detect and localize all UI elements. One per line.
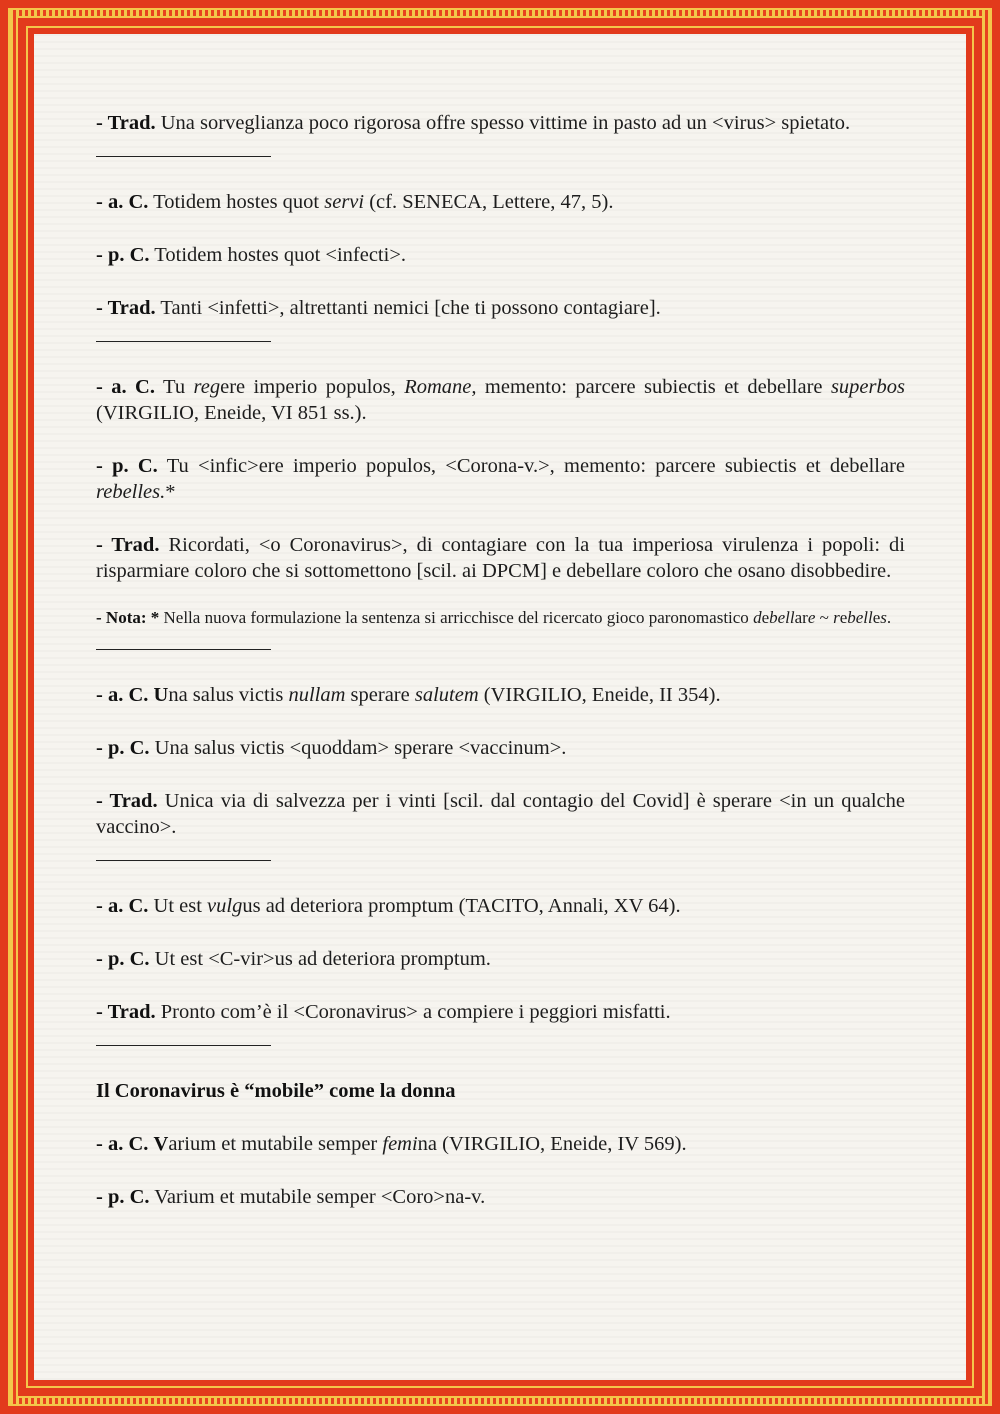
text-run: - p. C. (96, 948, 150, 970)
text-run: Il Coronavirus è “mobile” come la donna (96, 1080, 456, 1102)
text-run: - p. C. (96, 455, 158, 477)
text-run: - a. C. (96, 684, 149, 706)
text-run: Ricordati, <o Coronavirus>, di contagiare con la tua imperiosa virulenza i popoli: di risparmiare coloro che si sottomettono [scil. ai DPCM] e debellare coloro che osano disobbedire. (96, 534, 905, 582)
text-run: Ut est <C-vir>us ad deteriora promptum. (149, 948, 491, 970)
spacer (96, 972, 905, 999)
section-divider (96, 629, 271, 650)
text-run: na salus victis (168, 684, 289, 706)
text-run: servi (324, 191, 365, 213)
section-divider (96, 136, 271, 157)
paragraph (96, 1184, 905, 1210)
text-run: arium et mutabile semper (168, 1133, 383, 1155)
text-run: - Trad. (96, 1001, 156, 1023)
paragraph (96, 110, 905, 136)
spacer (96, 215, 905, 242)
text-run: r (833, 608, 840, 627)
text-run: sperare (345, 684, 415, 706)
text-run: Pronto com’è il <Coronavirus> a compiere i peggiori misfatti. (155, 1001, 671, 1023)
text-run: femi (382, 1133, 418, 1155)
text-run: rebelles. (96, 481, 166, 503)
text-run: Nella nuova formulazione la sentenza si arricchisce del ricercato gioco paronomastico (159, 608, 754, 627)
text-run: Una salus victis <quoddam> sperare <vaccinum>. (149, 737, 567, 759)
text-run: us ad deteriora promptum (TACITO, Annali, XV 64). (242, 895, 681, 917)
spacer (96, 1157, 905, 1184)
text-run: U (153, 684, 169, 706)
footnote (96, 607, 905, 629)
section-divider (96, 840, 271, 861)
document-body (96, 110, 905, 1210)
spacer (96, 919, 905, 946)
text-run: e (872, 608, 881, 627)
text-run: Una sorveglianza poco rigorosa offre spesso vittime in pasto ad un <virus> spietato. (155, 112, 851, 134)
text-run: V (153, 1133, 169, 1155)
text-run: Ut est (148, 895, 208, 917)
text-run: - Trad. (96, 112, 156, 134)
text-run: - Trad. (96, 790, 158, 812)
text-run: - Trad. (96, 534, 160, 556)
paragraph (96, 532, 905, 584)
text-run: - p. C. (96, 244, 150, 266)
text-run: (cf. SENECA, Lettere, 47, 5). (364, 191, 614, 213)
paragraph (96, 242, 905, 268)
paragraph (96, 893, 905, 919)
text-run: e (839, 608, 848, 627)
text-run: - p. C. (96, 1186, 150, 1208)
section-divider (96, 321, 271, 342)
text-run: - p. C. (96, 737, 150, 759)
text-run: (VIRGILIO, Eneide, VI 851 ss.). (96, 402, 367, 424)
text-run: - Trad. (96, 297, 156, 319)
section-divider (96, 1025, 271, 1046)
spacer (96, 761, 905, 788)
text-run: Totidem hostes quot (148, 191, 325, 213)
text-run: Varium et mutabile semper <Coro>na-v. (149, 1186, 486, 1208)
text-run: e (807, 608, 816, 627)
text-run: na (VIRGILIO, Eneide, IV 569). (417, 1133, 687, 1155)
text-run: nullam (288, 684, 346, 706)
paragraph (96, 999, 905, 1025)
paragraph (96, 453, 905, 505)
text-run: Tu (154, 376, 194, 398)
text-run: . (886, 608, 892, 627)
text-run: bell (847, 608, 873, 627)
paragraph (96, 189, 905, 215)
paragraph (96, 1131, 905, 1157)
spacer (96, 268, 905, 295)
text-run: - a. C. (96, 376, 155, 398)
text-run: Tu <infic>ere imperio populos, <Corona-v.>, memento: parcere subiectis et debellare (157, 455, 905, 477)
text-run: e (761, 608, 770, 627)
text-run: reg (193, 376, 221, 398)
text-run: ar (794, 608, 808, 627)
spacer (96, 708, 905, 735)
paragraph (96, 295, 905, 321)
paragraph (96, 946, 905, 972)
paragraph (96, 735, 905, 761)
text-run: ere imperio populos, (220, 376, 405, 398)
spacer (96, 584, 905, 607)
spacer (96, 1104, 905, 1131)
spacer (96, 505, 905, 532)
text-run: ~ (815, 608, 834, 627)
paragraph (96, 374, 905, 426)
text-run: Totidem hostes quot <infecti>. (149, 244, 407, 266)
spacer (96, 426, 905, 453)
paragraph (96, 682, 905, 708)
text-run: - a. C. (96, 191, 149, 213)
text-run: memento: parcere subiectis et debellare (476, 376, 831, 398)
text-run: vulg (207, 895, 243, 917)
text-run: Tanti <infetti>, altrettanti nemici [che ti possono contagiare]. (155, 297, 661, 319)
text-run: s (880, 608, 887, 627)
text-run: superbos (830, 376, 905, 398)
text-run: (VIRGILIO, Eneide, II 354). (478, 684, 721, 706)
text-run: Romane, (404, 376, 477, 398)
text-run: - Nota: * (96, 608, 160, 627)
text-run: d (753, 608, 762, 627)
text-run: Unica via di salvezza per i vinti [scil. dal contagio del Covid] è sperare <in un qualche vaccino>. (96, 790, 905, 838)
paragraph (96, 788, 905, 840)
text-run: - a. C. (96, 1133, 149, 1155)
text-run: bell (769, 608, 795, 627)
text-run: * (165, 481, 176, 503)
section-heading (96, 1078, 905, 1104)
text-run: salutem (414, 684, 479, 706)
text-run: - a. C. (96, 895, 149, 917)
